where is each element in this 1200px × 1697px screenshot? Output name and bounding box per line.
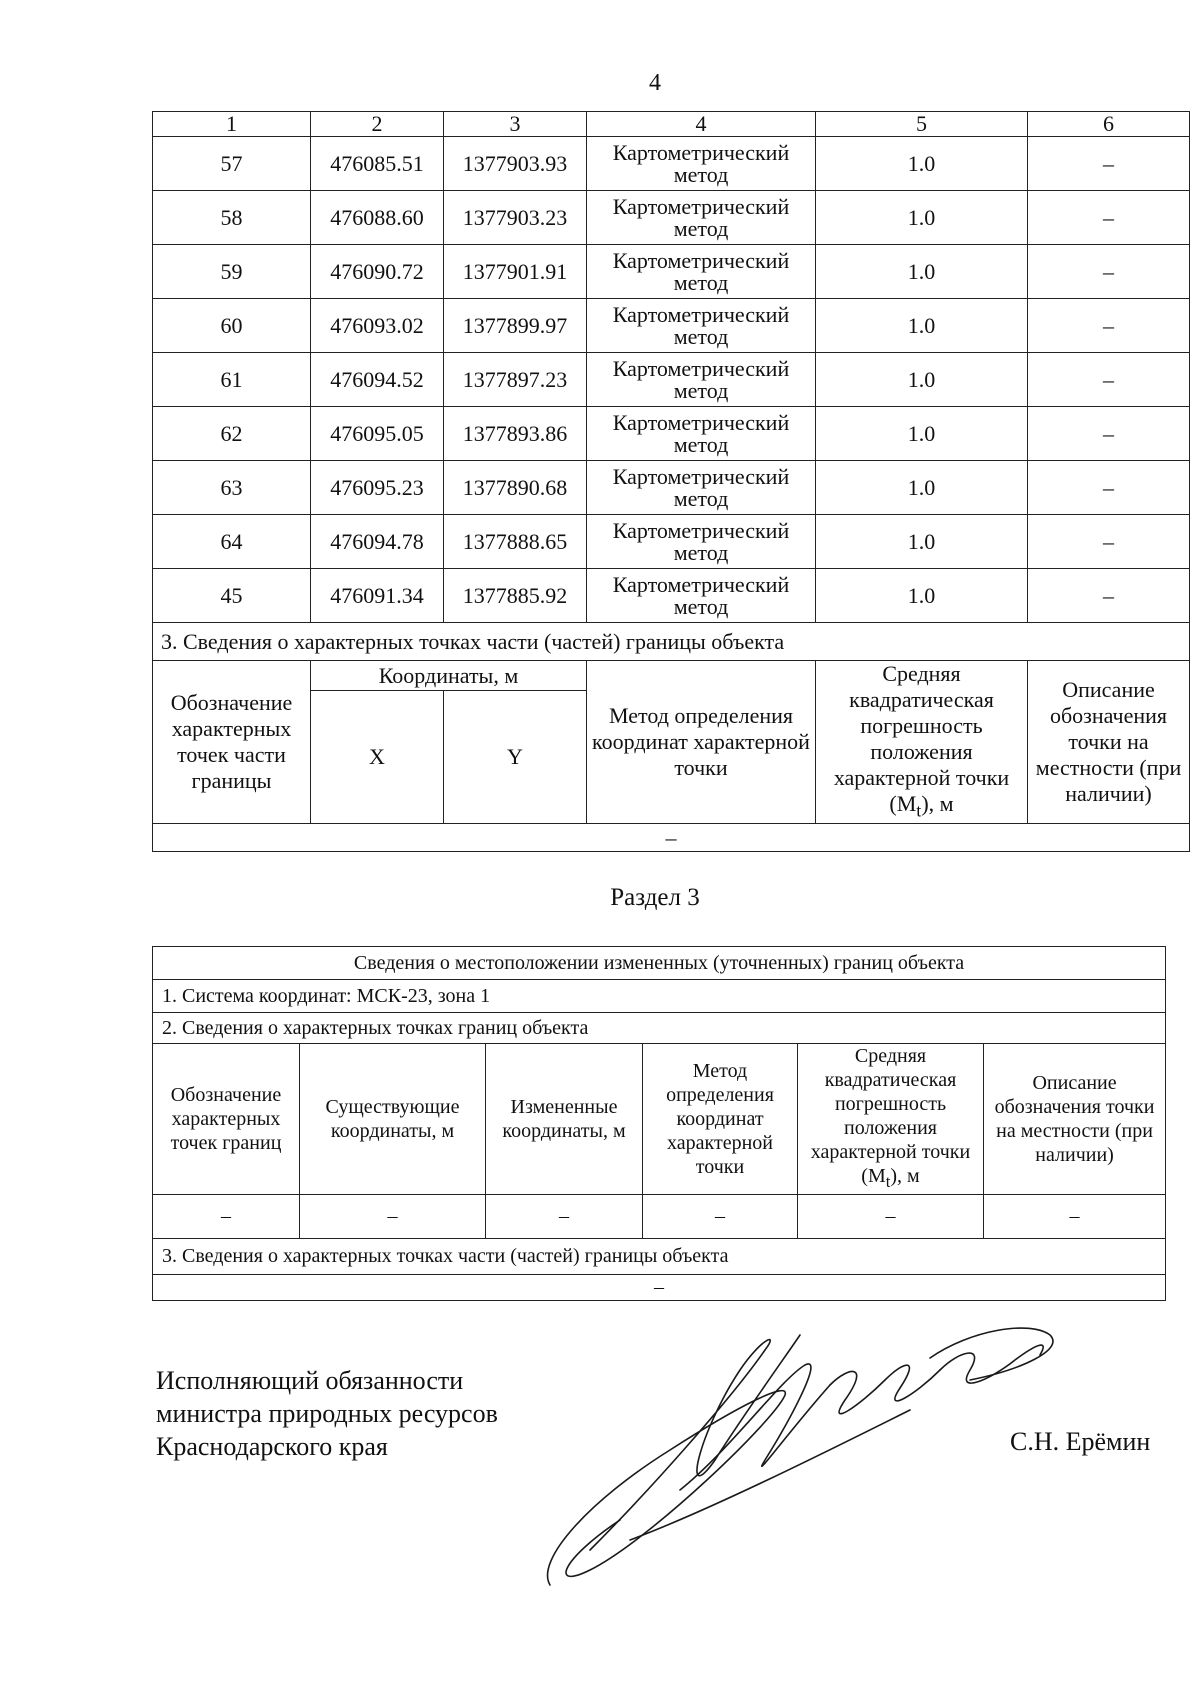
accuracy: 1.0: [816, 353, 1028, 407]
point-number: 62: [153, 407, 311, 461]
header-changed: Измененные координаты, м: [486, 1044, 643, 1195]
empty-value: –: [984, 1195, 1166, 1239]
column-number: 5: [816, 112, 1028, 137]
section-3-title: 3. Сведения о характерных точках части (частей) границы объекта: [153, 623, 1190, 661]
position-line: Краснодарского края: [156, 1432, 388, 1461]
header-accuracy-sub: t: [916, 800, 922, 821]
method-line: Картометрический: [612, 301, 790, 327]
method-line: метод: [673, 269, 729, 295]
coordinate-x: 476094.52: [311, 353, 444, 407]
method-line: Картометрический: [612, 139, 790, 165]
header-description: Описание обозначения точки на местности (при наличии): [984, 1044, 1166, 1195]
coordinate-y: 1377901.91: [444, 245, 587, 299]
table-row: [153, 245, 1190, 299]
method-line: Картометрический: [612, 409, 790, 435]
column-number: 1: [153, 112, 311, 137]
description: –: [1028, 515, 1190, 569]
section-row: [153, 980, 1166, 1013]
accuracy: 1.0: [816, 461, 1028, 515]
point-number: 57: [153, 137, 311, 191]
column-number: 3: [444, 112, 587, 137]
coordinate-x: 476088.60: [311, 191, 444, 245]
column-number-row: [153, 112, 1190, 137]
coordinate-y: 1377897.23: [444, 353, 587, 407]
coordinate-x: 476085.51: [311, 137, 444, 191]
method-line: метод: [673, 485, 729, 511]
header-accuracy: [798, 1044, 984, 1195]
boundary-points-table: [152, 111, 1190, 852]
method-line: Картометрический: [612, 463, 790, 489]
header-x: X: [311, 691, 444, 824]
empty-value: –: [798, 1195, 984, 1239]
coordinate-x: 476095.05: [311, 407, 444, 461]
part-title: 3. Сведения о характерных точках части (частей) границы объекта: [153, 1239, 1166, 1275]
signatory-position: [156, 1364, 498, 1463]
method-cell: [587, 515, 816, 569]
method-line: Картометрический: [612, 355, 790, 381]
description: –: [1028, 299, 1190, 353]
method-line: метод: [673, 215, 729, 241]
accuracy: 1.0: [816, 137, 1028, 191]
accuracy: 1.0: [816, 245, 1028, 299]
table-row: [153, 569, 1190, 623]
coordinate-x: 476090.72: [311, 245, 444, 299]
coordinate-y: 1377885.92: [444, 569, 587, 623]
table-row: [153, 137, 1190, 191]
header-accuracy-text: Средняя квадратическая погрешность положения характерной точки (M: [810, 1045, 971, 1187]
points-title: 2. Сведения о характерных точках границ объекта: [153, 1013, 1166, 1044]
coordinate-x: 476095.23: [311, 461, 444, 515]
method-line: метод: [673, 539, 729, 565]
coordinate-y: 1377893.86: [444, 407, 587, 461]
header-existing: Существующие координаты, м: [300, 1044, 486, 1195]
point-number: 64: [153, 515, 311, 569]
description: –: [1028, 407, 1190, 461]
section-row: [153, 1013, 1166, 1044]
header-method: Метод определения координат характерной точки: [643, 1044, 798, 1195]
empty-row: [153, 1275, 1166, 1301]
header-row: [153, 661, 1190, 691]
header-accuracy-unit: ), м: [921, 791, 954, 816]
header-accuracy: [816, 661, 1028, 824]
method-cell: [587, 569, 816, 623]
accuracy: 1.0: [816, 407, 1028, 461]
coordinate-x: 476094.78: [311, 515, 444, 569]
coordinate-x: 476091.34: [311, 569, 444, 623]
point-number: 61: [153, 353, 311, 407]
method-cell: [587, 407, 816, 461]
method-cell: [587, 191, 816, 245]
method-cell: [587, 353, 816, 407]
table-title: Сведения о местоположении измененных (уточненных) границ объекта: [153, 947, 1166, 980]
empty-value: –: [643, 1195, 798, 1239]
description: –: [1028, 461, 1190, 515]
coordinate-y: 1377899.97: [444, 299, 587, 353]
method-cell: [587, 299, 816, 353]
point-number: 59: [153, 245, 311, 299]
point-number: 63: [153, 461, 311, 515]
method-cell: [587, 461, 816, 515]
header-coordinates: Координаты, м: [311, 661, 587, 691]
point-number: 45: [153, 569, 311, 623]
accuracy: 1.0: [816, 191, 1028, 245]
accuracy: 1.0: [816, 515, 1028, 569]
method-line: метод: [673, 431, 729, 457]
method-line: Картометрический: [612, 247, 790, 273]
method-line: метод: [673, 377, 729, 403]
description: –: [1028, 569, 1190, 623]
page-number: 4: [649, 70, 661, 96]
description: –: [1028, 137, 1190, 191]
accuracy: 1.0: [816, 299, 1028, 353]
header-accuracy-unit: ), м: [890, 1165, 920, 1187]
method-line: метод: [673, 161, 729, 187]
description: –: [1028, 245, 1190, 299]
table-row: [153, 191, 1190, 245]
table-row: [153, 515, 1190, 569]
method-line: Картометрический: [612, 571, 790, 597]
empty-value: –: [153, 1195, 300, 1239]
table-row: [153, 299, 1190, 353]
description: –: [1028, 353, 1190, 407]
header-description: Описание обозначения точки на местности (при наличии): [1028, 661, 1190, 824]
header-accuracy-sub: t: [885, 1172, 891, 1191]
empty-value: –: [153, 824, 1190, 852]
changed-boundaries-table: [152, 946, 1166, 1301]
coordinate-system: 1. Система координат: МСК-23, зона 1: [153, 980, 1166, 1013]
coordinate-y: 1377888.65: [444, 515, 587, 569]
table-row: [153, 407, 1190, 461]
method-line: Картометрический: [612, 517, 790, 543]
column-number: 2: [311, 112, 444, 137]
table-row: [153, 1195, 1166, 1239]
table-row: [153, 461, 1190, 515]
header-row: [153, 1044, 1166, 1195]
table-row: [153, 353, 1190, 407]
signatory-name: С.Н. Ерёмин: [1010, 1427, 1151, 1456]
coordinate-x: 476093.02: [311, 299, 444, 353]
method-line: Картометрический: [612, 193, 790, 219]
method-cell: [587, 137, 816, 191]
header-accuracy-text: Средняя квадратическая погрешность положения характерной точки (M: [833, 661, 1010, 816]
method-cell: [587, 245, 816, 299]
empty-value: –: [300, 1195, 486, 1239]
header-designation: Обозначение характерных точек части границы: [153, 661, 311, 824]
empty-value: –: [153, 1275, 1166, 1301]
method-line: метод: [673, 593, 729, 619]
section-row: [153, 1239, 1166, 1275]
description: –: [1028, 191, 1190, 245]
header-designation: Обозначение характерных точек границ: [153, 1044, 300, 1195]
accuracy: 1.0: [816, 569, 1028, 623]
column-number: 6: [1028, 112, 1190, 137]
table-title-row: [153, 947, 1166, 980]
header-method: Метод определения координат характерной точки: [587, 661, 816, 824]
position-line: Исполняющий обязанности: [156, 1366, 464, 1395]
coordinate-y: 1377890.68: [444, 461, 587, 515]
empty-row: [153, 824, 1190, 852]
coordinate-y: 1377903.93: [444, 137, 587, 191]
point-number: 60: [153, 299, 311, 353]
coordinate-y: 1377903.23: [444, 191, 587, 245]
empty-value: –: [486, 1195, 643, 1239]
method-line: метод: [673, 323, 729, 349]
section-row: [153, 623, 1190, 661]
handwritten-signature: [530, 1310, 1080, 1600]
point-number: 58: [153, 191, 311, 245]
column-number: 4: [587, 112, 816, 137]
position-line: министра природных ресурсов: [156, 1399, 498, 1428]
section-heading: Раздел 3: [610, 884, 700, 911]
header-y: Y: [444, 691, 587, 824]
